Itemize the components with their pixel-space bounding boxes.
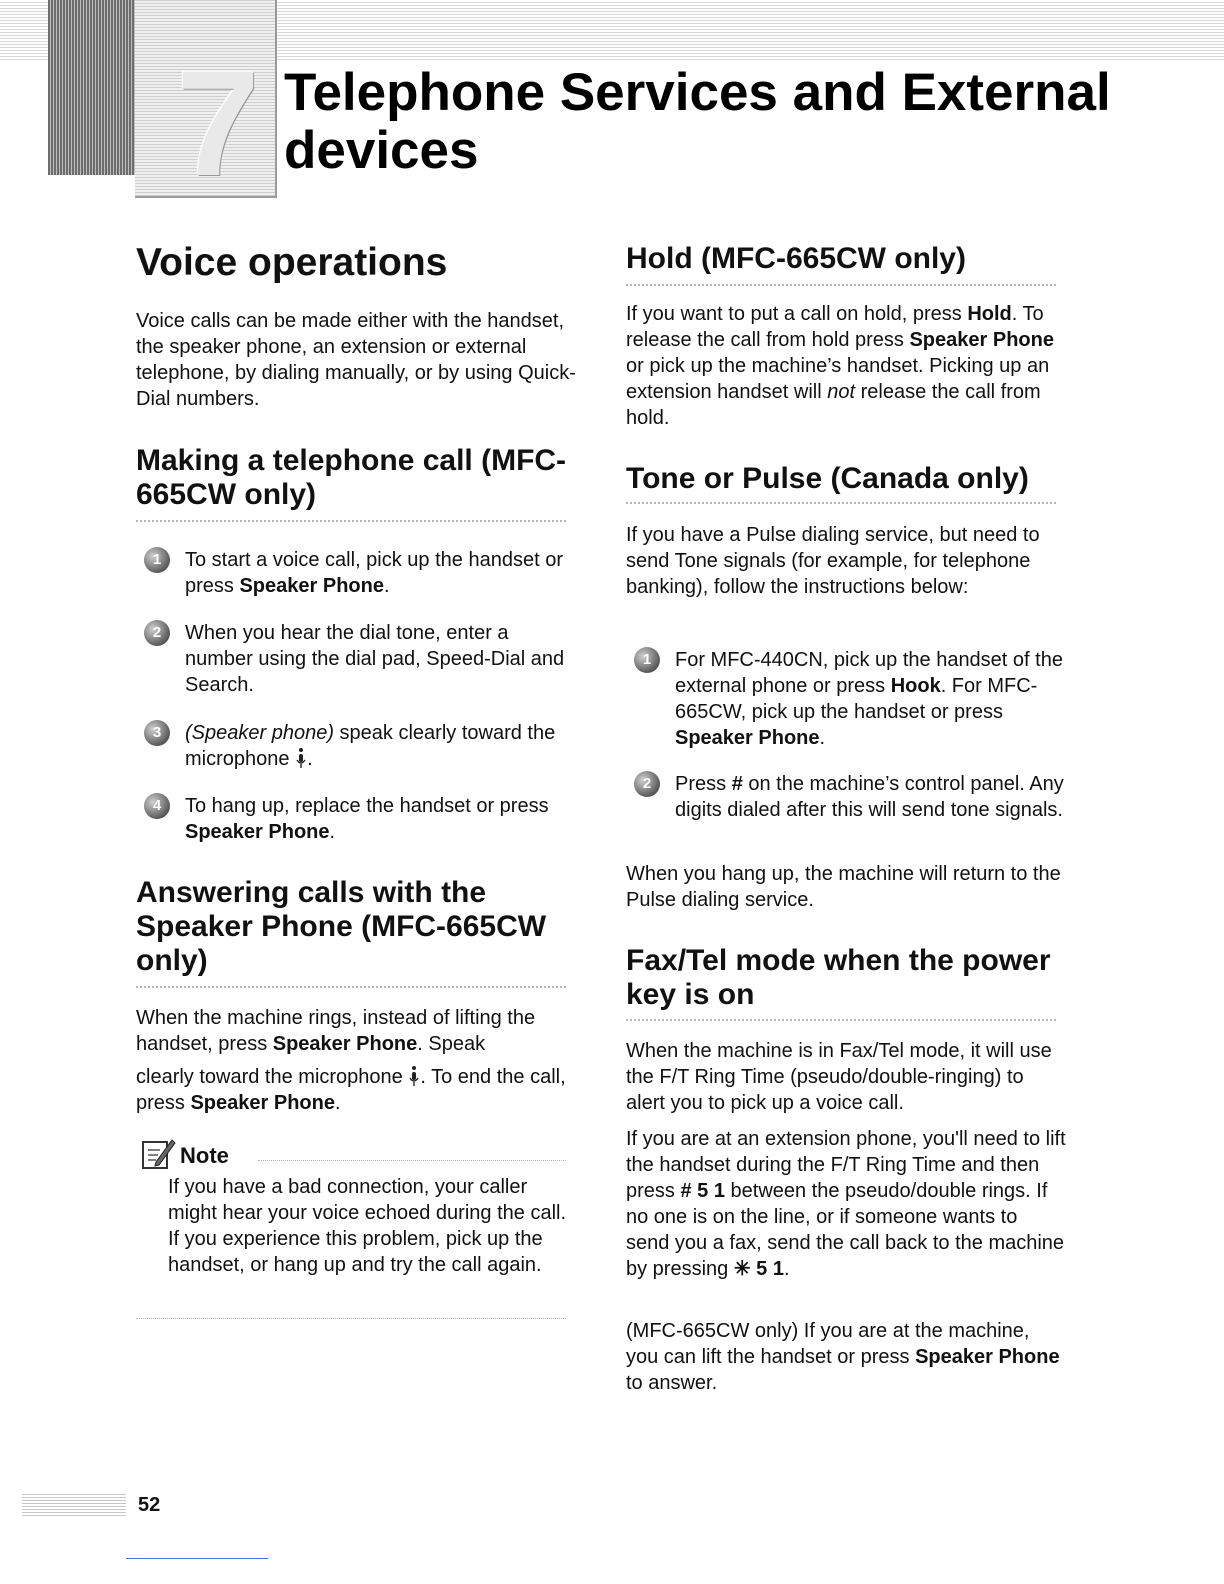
divider xyxy=(626,1019,1056,1021)
step-number-icon: 1 xyxy=(634,647,660,673)
step-3: (Speaker phone) speak clearly toward the microphone . xyxy=(185,722,556,770)
subsection-title-making-call: Making a telephone call (MFC-665CW only) xyxy=(136,444,567,511)
header-block-dark xyxy=(48,0,143,175)
step-number-icon: 1 xyxy=(144,547,170,573)
divider xyxy=(136,1318,566,1319)
answering-text-2: clearly toward the microphone . To end the call, press Speaker Phone. xyxy=(136,1066,566,1114)
chapter-title: Telephone Services and External devices xyxy=(284,63,1111,180)
divider xyxy=(626,502,1056,504)
step-number-icon: 2 xyxy=(144,620,170,646)
tone-intro: If you have a Pulse dialing service, but need to send Tone signals (for example, for telephone banking), follow the instructions below: xyxy=(626,524,1040,598)
subsection-title-hold: Hold (MFC-665CW only) xyxy=(626,242,966,275)
note-text: If you have a bad connection, your caller might hear your voice echoed during the call. If you experience this problem, pick up the handset, or hang up and try the call again. xyxy=(168,1176,567,1276)
tone-step-2: Press # on the machine’s control panel. Any digits dialed after this will send tone signals. xyxy=(675,773,1064,821)
subsection-title-tone-pulse: Tone or Pulse (Canada only) xyxy=(626,462,1029,495)
step-1: To start a voice call, pick up the handset or press Speaker Phone. xyxy=(185,549,563,597)
divider xyxy=(136,986,566,988)
subsection-title-faxtel: Fax/Tel mode when the power key is on xyxy=(626,944,1051,1011)
microphone-icon xyxy=(295,747,307,769)
tone-outro: When you hang up, the machine will return to the Pulse dialing service. xyxy=(626,863,1061,911)
note-icon xyxy=(140,1136,176,1172)
subsection-title-answering: Answering calls with the Speaker Phone (MFC-665CW only) xyxy=(136,876,547,977)
microphone-icon xyxy=(408,1065,420,1087)
divider xyxy=(136,520,566,522)
step-number-icon: 2 xyxy=(634,771,660,797)
tone-step-1: For MFC-440CN, pick up the handset of the external phone or press Hook. For MFC-665CW, pick up the handset or press Speaker Phone. xyxy=(675,649,1063,749)
divider xyxy=(626,284,1056,286)
voice-intro: Voice calls can be made either with the handset, the speaker phone, an extension or external telephone, by dialing manually, or by using Quick-Dial numbers. xyxy=(136,310,576,410)
hold-text: If you want to put a call on hold, press Hold. To release the call from hold press Speaker Phone or pick up the machine’s handset. Picking up an extension handset will not release the call from hold. xyxy=(626,303,1054,429)
page-number-band xyxy=(22,1494,126,1516)
step-2: When you hear the dial tone, enter a number using the dial pad, Speed-Dial and Search. xyxy=(185,622,565,696)
page-number: 52 xyxy=(138,1494,161,1516)
chapter-number: 7 xyxy=(176,39,260,207)
divider xyxy=(258,1160,566,1161)
faxtel-text-2: If you are at an extension phone, you'll need to lift the handset during the F/T Ring Time and then press # 5 1 between the pseudo/double rings. If no one is on the line, or if someone wants to send you a fax, send the call back to the machine by pressing ✳ 5 1. xyxy=(626,1128,1066,1280)
section-title-voice-operations: Voice operations xyxy=(136,241,448,284)
note-label: Note xyxy=(180,1143,229,1168)
footer-line xyxy=(126,1558,268,1559)
faxtel-text-1: When the machine is in Fax/Tel mode, it will use the F/T Ring Time (pseudo/double-ringing) to alert you to pick up a voice call. xyxy=(626,1040,1052,1114)
answering-text-1: When the machine rings, instead of lifting the handset, press Speaker Phone. Speak xyxy=(136,1007,536,1055)
step-number-icon: 3 xyxy=(144,720,170,746)
step-4: To hang up, replace the handset or press Speaker Phone. xyxy=(185,795,549,843)
faxtel-text-3: (MFC-665CW only) If you are at the machine, you can lift the handset or press Speaker Phone to answer. xyxy=(626,1320,1060,1394)
step-number-icon: 4 xyxy=(144,793,170,819)
